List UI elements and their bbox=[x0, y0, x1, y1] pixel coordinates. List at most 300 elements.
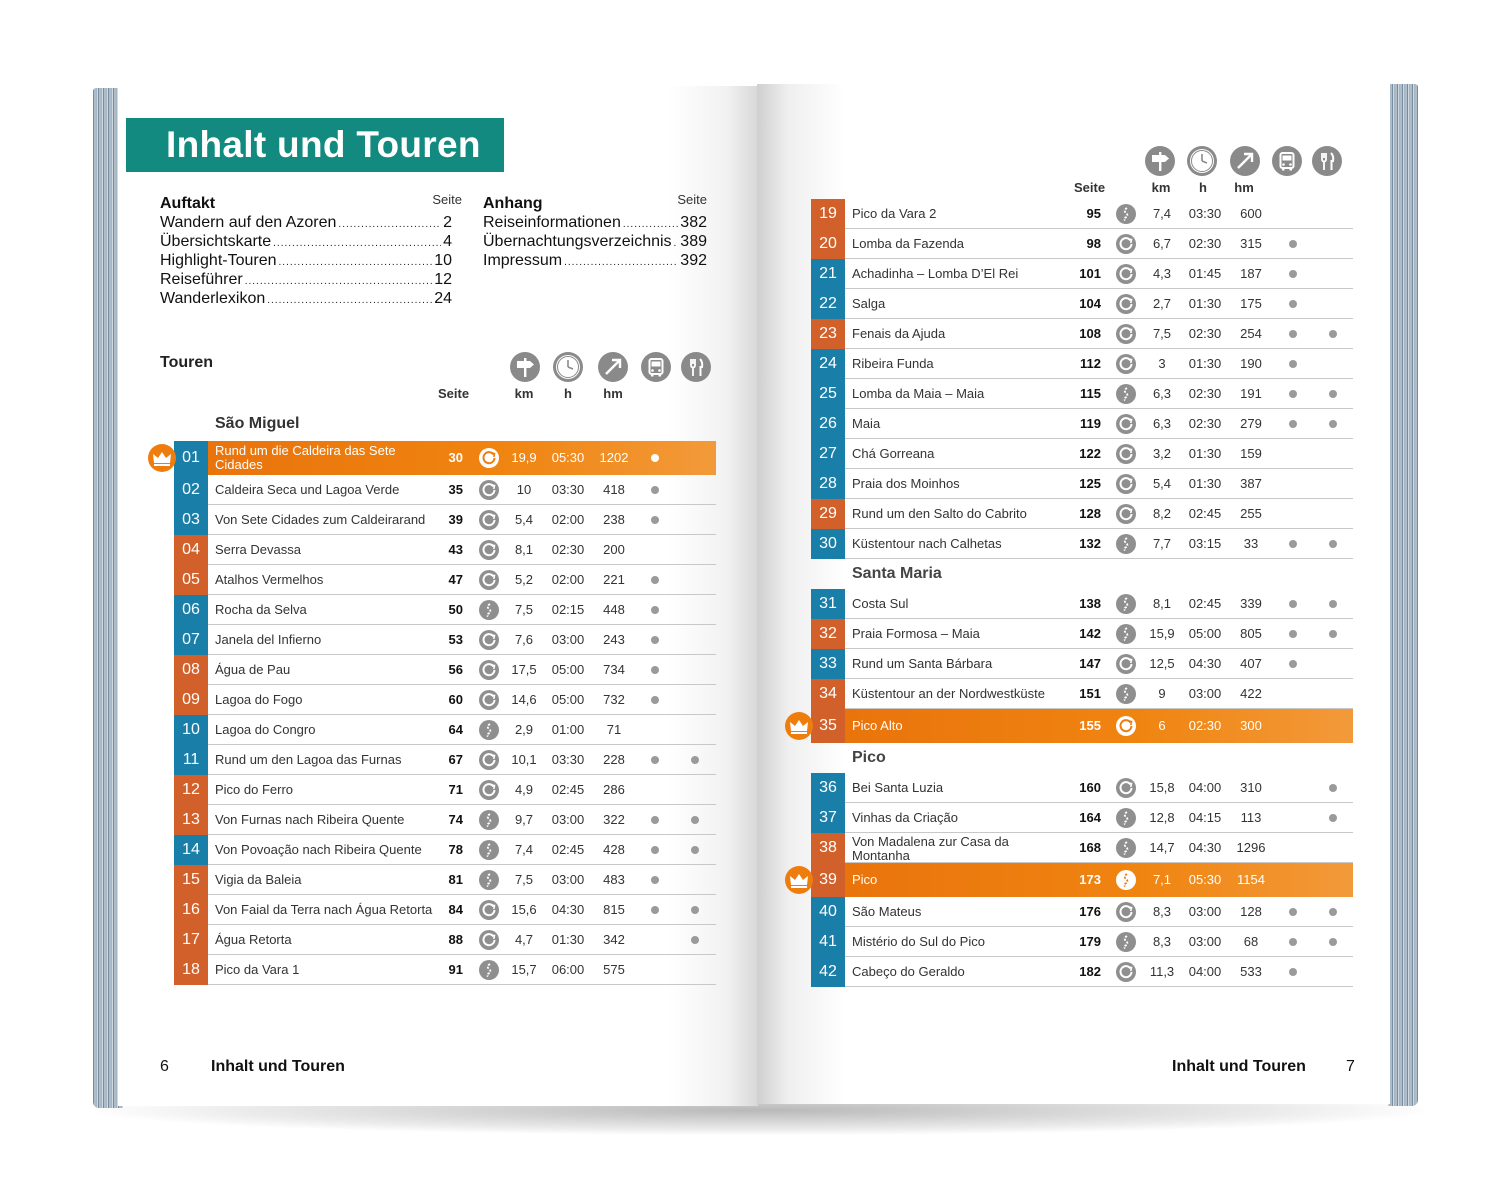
tour-km: 15,7 bbox=[511, 962, 537, 977]
tour-row[interactable] bbox=[174, 895, 716, 925]
column-header-seite: Seite bbox=[438, 386, 470, 401]
tour-row[interactable] bbox=[811, 803, 1353, 833]
tour-h: 03:30 bbox=[551, 482, 585, 497]
tour-row[interactable] bbox=[811, 379, 1353, 409]
food-available-dot bbox=[1329, 540, 1337, 548]
route-tour-icon bbox=[479, 810, 499, 830]
tour-row[interactable] bbox=[811, 529, 1353, 559]
tour-row[interactable] bbox=[811, 319, 1353, 349]
tour-page: 95 bbox=[1086, 206, 1101, 221]
tour-row[interactable] bbox=[811, 469, 1353, 499]
loop-tour-icon bbox=[479, 510, 499, 530]
route-tour-icon bbox=[479, 840, 499, 860]
tour-number: 16 bbox=[174, 895, 208, 925]
toc-leader-dots bbox=[279, 253, 433, 272]
tour-h: 02:00 bbox=[551, 512, 585, 527]
tour-number: 07 bbox=[174, 625, 208, 655]
route-tour-icon bbox=[1116, 534, 1136, 554]
tour-row[interactable] bbox=[174, 505, 716, 535]
ascent-arrow-icon bbox=[1230, 146, 1260, 176]
bus-available-dot bbox=[651, 516, 659, 524]
tour-km: 7,5 bbox=[514, 602, 534, 617]
tour-name: Rund um den Salto do Cabrito bbox=[852, 506, 1027, 521]
toc-leader-dots bbox=[674, 234, 679, 253]
bus-available-dot bbox=[1289, 390, 1297, 398]
loop-tour-icon bbox=[479, 750, 499, 770]
tour-hm: 187 bbox=[1240, 266, 1262, 281]
toc-entry[interactable] bbox=[483, 213, 707, 232]
tour-row[interactable] bbox=[811, 229, 1353, 259]
tour-h: 01:30 bbox=[1188, 356, 1222, 371]
tour-name: Costa Sul bbox=[852, 596, 909, 611]
tour-name: Água de Pau bbox=[215, 662, 291, 677]
tour-hm: 407 bbox=[1240, 656, 1262, 671]
tour-h: 03:30 bbox=[1188, 206, 1222, 221]
tour-row[interactable] bbox=[174, 595, 716, 625]
bus-available-dot bbox=[651, 486, 659, 494]
tour-row[interactable] bbox=[174, 625, 716, 655]
bus-available-dot bbox=[651, 576, 659, 584]
tour-km: 7,5 bbox=[514, 872, 534, 887]
tour-name: Von Sete Cidades zum Caldeirarand bbox=[215, 512, 426, 527]
tour-page: 132 bbox=[1079, 536, 1101, 551]
toc-entry-page: 389 bbox=[680, 233, 707, 250]
tour-km: 15,9 bbox=[1149, 626, 1175, 641]
tour-page: 39 bbox=[448, 512, 463, 527]
tour-name: Pico do Ferro bbox=[215, 782, 294, 797]
tour-km: 8,3 bbox=[1152, 904, 1172, 919]
food-available-dot bbox=[1329, 908, 1337, 916]
tour-row[interactable] bbox=[811, 927, 1353, 957]
region-heading: Pico bbox=[852, 749, 886, 766]
tour-page: 50 bbox=[448, 602, 463, 617]
toc-list bbox=[160, 213, 452, 308]
tour-page: 53 bbox=[448, 632, 463, 647]
tour-name: Serra Devassa bbox=[215, 542, 301, 557]
loop-tour-icon bbox=[479, 630, 499, 650]
tour-page: 30 bbox=[448, 450, 463, 465]
tour-h: 05:00 bbox=[551, 692, 585, 707]
column-header-km: km bbox=[514, 386, 534, 401]
tour-row[interactable] bbox=[174, 925, 716, 955]
tour-km: 6,3 bbox=[1152, 416, 1172, 431]
tour-row[interactable] bbox=[811, 289, 1353, 319]
tour-number: 23 bbox=[811, 319, 845, 349]
tour-page: 147 bbox=[1079, 656, 1101, 671]
tour-row[interactable] bbox=[811, 957, 1353, 987]
tour-page: 112 bbox=[1080, 356, 1101, 371]
tour-km: 8,1 bbox=[514, 542, 534, 557]
toc-entry[interactable] bbox=[483, 251, 707, 270]
route-tour-icon bbox=[1116, 684, 1136, 704]
bus-available-dot bbox=[1289, 968, 1297, 976]
tour-name: Küstentour nach Calhetas bbox=[852, 536, 1002, 551]
tour-km: 5,4 bbox=[514, 512, 534, 527]
tour-h: 01:30 bbox=[1188, 476, 1222, 491]
toc-entry[interactable] bbox=[160, 289, 452, 308]
tour-hm: 238 bbox=[603, 512, 625, 527]
tour-row[interactable] bbox=[811, 649, 1353, 679]
tour-name: Von Furnas nach Ribeira Quente bbox=[215, 812, 405, 827]
bus-available-dot bbox=[651, 454, 659, 462]
tour-km: 15,8 bbox=[1149, 780, 1175, 795]
tour-h: 03:15 bbox=[1188, 536, 1222, 551]
tour-name: Praia dos Moinhos bbox=[852, 476, 960, 491]
tour-row[interactable] bbox=[811, 897, 1353, 927]
tour-row[interactable] bbox=[811, 833, 1353, 863]
toc-list bbox=[483, 213, 707, 270]
tour-h: 04:00 bbox=[1188, 780, 1222, 795]
tour-row[interactable] bbox=[811, 709, 1353, 743]
bus-available-dot bbox=[1289, 420, 1297, 428]
tour-km: 3,2 bbox=[1152, 446, 1172, 461]
tour-number: 36 bbox=[811, 773, 845, 803]
tour-km: 3 bbox=[1158, 356, 1166, 371]
tour-h: 02:45 bbox=[1188, 506, 1222, 521]
tour-name: Bei Santa Luzia bbox=[852, 780, 944, 795]
route-tour-icon bbox=[1116, 932, 1136, 952]
tour-h: 04:30 bbox=[551, 902, 585, 917]
loop-tour-icon bbox=[479, 540, 499, 560]
tour-number: 18 bbox=[174, 955, 208, 985]
tour-km: 7,4 bbox=[1152, 206, 1172, 221]
toc-leader-dots bbox=[564, 253, 678, 272]
tour-page: 64 bbox=[448, 722, 463, 737]
tour-page: 104 bbox=[1079, 296, 1101, 311]
food-available-dot bbox=[1329, 330, 1337, 338]
food-available-dot bbox=[1329, 390, 1337, 398]
tour-hm: 315 bbox=[1240, 236, 1262, 251]
tour-number: 21 bbox=[811, 259, 845, 289]
tour-hm: 805 bbox=[1240, 626, 1262, 641]
tour-hm: 1202 bbox=[599, 450, 629, 465]
tour-h: 03:00 bbox=[1188, 934, 1222, 949]
toc-entry-label: Reiseinformationen bbox=[483, 214, 621, 231]
tour-km: 7,6 bbox=[514, 632, 534, 647]
tour-number: 04 bbox=[174, 535, 208, 565]
tour-number: 25 bbox=[811, 379, 845, 409]
tour-km: 15,6 bbox=[511, 902, 537, 917]
food-available-dot bbox=[691, 816, 699, 824]
tour-page: 71 bbox=[448, 782, 463, 797]
tour-number: 26 bbox=[811, 409, 845, 439]
route-tour-icon bbox=[1116, 624, 1136, 644]
toc-entry-page: 382 bbox=[680, 214, 707, 231]
tour-h: 01:30 bbox=[1188, 446, 1222, 461]
tour-h: 06:00 bbox=[551, 962, 585, 977]
bus-available-dot bbox=[651, 906, 659, 914]
tour-row[interactable] bbox=[174, 441, 716, 475]
tour-row[interactable] bbox=[811, 259, 1353, 289]
toc-entry-label: Wanderlexikon bbox=[160, 290, 266, 307]
tour-page: 122 bbox=[1079, 446, 1101, 461]
tour-row[interactable] bbox=[174, 745, 716, 775]
tour-name: Maia bbox=[852, 416, 881, 431]
tour-page: 182 bbox=[1079, 964, 1101, 979]
tour-h: 01:45 bbox=[1188, 266, 1222, 281]
tour-km: 9,7 bbox=[514, 812, 534, 827]
tour-hm: 228 bbox=[603, 752, 625, 767]
tour-page: 142 bbox=[1079, 626, 1101, 641]
tour-row[interactable] bbox=[811, 679, 1353, 709]
tour-row[interactable] bbox=[811, 439, 1353, 469]
toc-entry[interactable] bbox=[160, 213, 452, 232]
tour-h: 04:15 bbox=[1188, 810, 1222, 825]
loop-tour-icon bbox=[1116, 902, 1136, 922]
tour-page: 160 bbox=[1079, 780, 1101, 795]
toc-seite-label: Seite bbox=[677, 192, 707, 207]
column-header-km: km bbox=[1151, 180, 1171, 195]
clock-icon bbox=[553, 352, 583, 382]
tour-number: 06 bbox=[174, 595, 208, 625]
bus-icon bbox=[1272, 146, 1302, 176]
tour-page: 119 bbox=[1080, 416, 1101, 431]
highlight-crown-icon bbox=[785, 712, 813, 740]
tour-hm: 243 bbox=[603, 632, 625, 647]
tour-hm: 428 bbox=[603, 842, 625, 857]
tour-km: 14,6 bbox=[511, 692, 537, 707]
tour-row[interactable] bbox=[174, 715, 716, 745]
tour-number: 01 bbox=[174, 441, 208, 475]
clock-icon bbox=[1187, 146, 1217, 176]
tour-page: 84 bbox=[448, 902, 463, 917]
tour-h: 02:30 bbox=[1188, 236, 1222, 251]
loop-tour-icon bbox=[1116, 324, 1136, 344]
tour-row[interactable] bbox=[174, 655, 716, 685]
bus-available-dot bbox=[1289, 938, 1297, 946]
tour-page: 164 bbox=[1079, 810, 1101, 825]
tour-page: 173 bbox=[1079, 872, 1101, 887]
loop-tour-icon bbox=[1116, 354, 1136, 374]
tour-name: Lomba da Fazenda bbox=[852, 236, 965, 251]
tour-hm: 815 bbox=[603, 902, 625, 917]
tour-row[interactable] bbox=[811, 409, 1353, 439]
tour-page: 98 bbox=[1086, 236, 1101, 251]
bus-available-dot bbox=[651, 816, 659, 824]
tour-km: 10,1 bbox=[511, 752, 537, 767]
tour-h: 02:30 bbox=[1188, 416, 1222, 431]
bus-available-dot bbox=[651, 636, 659, 644]
loop-tour-icon bbox=[479, 448, 499, 468]
column-header-hm: hm bbox=[1234, 180, 1254, 195]
loop-tour-icon bbox=[479, 930, 499, 950]
toc-entry-label: Impressum bbox=[483, 252, 563, 269]
tour-hm: 190 bbox=[1240, 356, 1262, 371]
tour-hm: 575 bbox=[603, 962, 625, 977]
tour-number: 37 bbox=[811, 803, 845, 833]
tour-h: 05:00 bbox=[551, 662, 585, 677]
page-title: Inhalt und Touren bbox=[166, 124, 481, 165]
tour-km: 6,7 bbox=[1152, 236, 1172, 251]
column-header-seite: Seite bbox=[1074, 180, 1106, 195]
loop-tour-icon bbox=[1116, 234, 1136, 254]
tour-h: 01:00 bbox=[551, 722, 585, 737]
tour-h: 02:45 bbox=[551, 782, 585, 797]
toc-entry-label: Reiseführer bbox=[160, 271, 243, 288]
tour-number: 40 bbox=[811, 897, 845, 927]
tour-name: Mistério do Sul do Pico bbox=[852, 934, 985, 949]
tour-km: 2,7 bbox=[1152, 296, 1172, 311]
bus-available-dot bbox=[651, 696, 659, 704]
tour-number: 13 bbox=[174, 805, 208, 835]
tour-hm: 113 bbox=[1240, 810, 1262, 825]
tour-km: 17,5 bbox=[511, 662, 537, 677]
bus-available-dot bbox=[1289, 908, 1297, 916]
toc-heading: Anhang bbox=[483, 195, 543, 212]
toc-leader-dots bbox=[245, 272, 433, 291]
tour-name: Pico da Vara 2 bbox=[852, 206, 937, 221]
tour-h: 03:00 bbox=[551, 812, 585, 827]
tour-number: 30 bbox=[811, 529, 845, 559]
tour-page: 74 bbox=[448, 812, 463, 827]
tour-name: Ribeira Funda bbox=[852, 356, 934, 371]
tour-h: 02:30 bbox=[1188, 718, 1222, 733]
loop-tour-icon bbox=[1116, 294, 1136, 314]
tour-name: Pico Alto bbox=[852, 718, 903, 733]
tour-number: 22 bbox=[811, 289, 845, 319]
tour-row[interactable] bbox=[811, 589, 1353, 619]
tour-h: 03:00 bbox=[551, 872, 585, 887]
column-header-hm: hm bbox=[603, 386, 623, 401]
highlight-crown-icon bbox=[148, 444, 176, 472]
tour-row[interactable] bbox=[811, 619, 1353, 649]
tour-km: 4,9 bbox=[514, 782, 534, 797]
tour-name: Rund um die Caldeira das Sete Cidades bbox=[215, 443, 396, 472]
tour-hm: 68 bbox=[1243, 934, 1259, 949]
tour-row[interactable] bbox=[811, 499, 1353, 529]
food-available-dot bbox=[1329, 600, 1337, 608]
loop-tour-icon bbox=[1116, 778, 1136, 798]
tour-name: Küstentour an der Nordwestküste bbox=[852, 686, 1045, 701]
tour-name: Vinhas da Criação bbox=[852, 810, 958, 825]
toc-entry[interactable] bbox=[483, 232, 707, 251]
route-tour-icon bbox=[1116, 594, 1136, 614]
tour-row[interactable] bbox=[174, 475, 716, 505]
tour-number: 39 bbox=[811, 863, 845, 897]
signpost-icon bbox=[510, 352, 540, 382]
toc-seite-label: Seite bbox=[432, 192, 462, 207]
tour-km: 7,7 bbox=[1152, 536, 1172, 551]
toc-entry-label: Wandern auf den Azoren bbox=[160, 214, 337, 231]
tour-km: 5,4 bbox=[1152, 476, 1172, 491]
tour-number: 33 bbox=[811, 649, 845, 679]
bus-available-dot bbox=[651, 756, 659, 764]
tour-h: 02:30 bbox=[551, 542, 585, 557]
tour-row[interactable] bbox=[811, 773, 1353, 803]
tour-km: 11,3 bbox=[1149, 964, 1175, 979]
tour-hm: 221 bbox=[603, 572, 625, 587]
tour-hm: 734 bbox=[603, 662, 625, 677]
tour-row[interactable] bbox=[174, 805, 716, 835]
tour-page: 101 bbox=[1079, 266, 1101, 281]
toc-anhang bbox=[483, 194, 707, 270]
tour-row[interactable] bbox=[174, 775, 716, 805]
toc-entry-label: Übersichtskarte bbox=[160, 233, 272, 250]
tour-page: 43 bbox=[448, 542, 463, 557]
tour-hm: 342 bbox=[603, 932, 625, 947]
tour-km: 7,1 bbox=[1152, 872, 1172, 887]
route-tour-icon bbox=[1116, 204, 1136, 224]
tour-row[interactable] bbox=[174, 685, 716, 715]
tour-hm: 300 bbox=[1240, 718, 1262, 733]
tour-km: 14,7 bbox=[1149, 840, 1175, 855]
tour-row[interactable] bbox=[174, 865, 716, 895]
loop-tour-icon bbox=[479, 660, 499, 680]
bus-available-dot bbox=[1289, 540, 1297, 548]
loop-tour-icon bbox=[479, 570, 499, 590]
tour-page: 67 bbox=[448, 752, 463, 767]
tour-name: Pico da Vara 1 bbox=[215, 962, 300, 977]
loop-tour-icon bbox=[1116, 414, 1136, 434]
route-tour-icon bbox=[1116, 384, 1136, 404]
tour-km: 6,3 bbox=[1152, 386, 1172, 401]
tour-page: 81 bbox=[448, 872, 463, 887]
tour-name: Água Retorta bbox=[215, 932, 292, 947]
loop-tour-icon bbox=[1116, 474, 1136, 494]
food-available-dot bbox=[691, 906, 699, 914]
tour-name: Salga bbox=[852, 296, 886, 311]
tour-page: 128 bbox=[1079, 506, 1101, 521]
tour-page: 115 bbox=[1080, 386, 1101, 401]
tour-hm: 533 bbox=[1240, 964, 1262, 979]
toc-entry[interactable] bbox=[160, 232, 452, 251]
tour-name: Cabeço do Geraldo bbox=[852, 964, 965, 979]
touren-heading: Touren bbox=[160, 354, 214, 371]
tour-name: Rund um den Lagoa das Furnas bbox=[215, 752, 402, 767]
tour-number: 31 bbox=[811, 589, 845, 619]
toc-entry[interactable] bbox=[160, 270, 452, 289]
tour-row[interactable] bbox=[174, 835, 716, 865]
running-title-right: Inhalt und Touren bbox=[1172, 1058, 1306, 1075]
tour-row[interactable] bbox=[174, 955, 716, 985]
tour-km: 8,1 bbox=[1152, 596, 1172, 611]
tour-h: 03:00 bbox=[1188, 904, 1222, 919]
tour-number: 03 bbox=[174, 505, 208, 535]
tour-km: 8,3 bbox=[1152, 934, 1172, 949]
toc-entry-page: 12 bbox=[434, 271, 452, 288]
tour-number: 12 bbox=[174, 775, 208, 805]
toc-heading: Auftakt bbox=[160, 195, 216, 212]
tour-row[interactable] bbox=[174, 565, 716, 595]
tour-km: 2,9 bbox=[514, 722, 534, 737]
tour-row[interactable] bbox=[811, 349, 1353, 379]
tour-page: 138 bbox=[1079, 596, 1101, 611]
tour-h: 02:45 bbox=[1188, 596, 1222, 611]
tour-hm: 254 bbox=[1240, 326, 1262, 341]
tour-hm: 418 bbox=[603, 482, 625, 497]
tour-name: Janela del Infierno bbox=[215, 632, 322, 647]
toc-entry[interactable] bbox=[160, 251, 452, 270]
tour-row[interactable] bbox=[811, 199, 1353, 229]
tour-hm: 279 bbox=[1240, 416, 1262, 431]
bus-available-dot bbox=[1289, 300, 1297, 308]
tour-km: 9 bbox=[1158, 686, 1166, 701]
tour-h: 03:00 bbox=[1188, 686, 1222, 701]
loop-tour-icon bbox=[1116, 264, 1136, 284]
tour-hm: 483 bbox=[603, 872, 625, 887]
tour-hm: 159 bbox=[1240, 446, 1262, 461]
tour-h: 04:00 bbox=[1188, 964, 1222, 979]
food-available-dot bbox=[691, 846, 699, 854]
tour-km: 7,5 bbox=[1152, 326, 1172, 341]
region-heading: Santa Maria bbox=[852, 565, 942, 582]
tour-page: 151 bbox=[1079, 686, 1101, 701]
tour-row[interactable] bbox=[811, 863, 1353, 897]
route-tour-icon bbox=[479, 870, 499, 890]
tour-hm: 600 bbox=[1240, 206, 1262, 221]
tour-number: 19 bbox=[811, 199, 845, 229]
tour-row[interactable] bbox=[174, 535, 716, 565]
